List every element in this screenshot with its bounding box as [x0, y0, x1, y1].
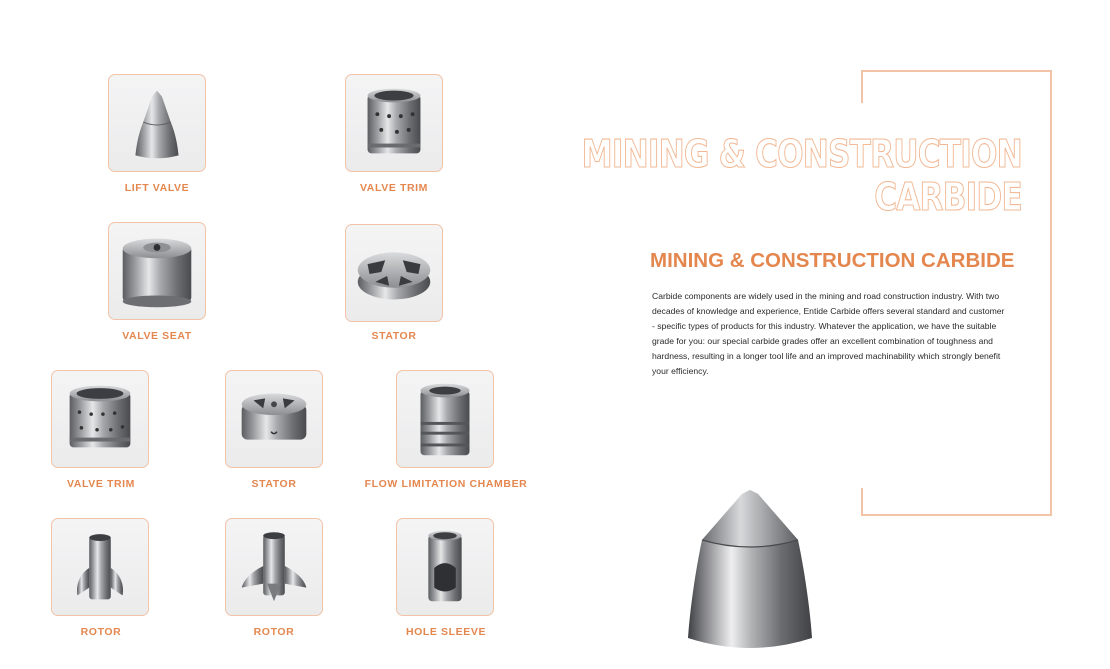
- page-title: MINING & CONSTRUCTION CARBIDE: [650, 249, 1015, 272]
- product-card-rotor: [51, 518, 149, 616]
- product-card-lift-valve: [108, 74, 206, 172]
- flow-limitation-chamber-icon: [397, 371, 493, 467]
- valve-trim-icon: [346, 75, 442, 171]
- valve-seat-icon: [109, 223, 205, 319]
- decorative-frame-bottom: [861, 488, 1052, 516]
- outline-heading-line1: MINING & CONSTRUCTION: [581, 132, 1022, 176]
- decorative-frame-right: [1050, 70, 1052, 516]
- product-label: LIFT VALVE: [124, 182, 190, 194]
- product-label: STATOR: [371, 330, 417, 342]
- product-card-rotor-2: [225, 518, 323, 616]
- product-card-valve-trim-2: [51, 370, 149, 468]
- stator-icon: [226, 371, 322, 467]
- rotor-icon: [52, 519, 148, 615]
- rotor-icon: [226, 519, 322, 615]
- description-text: Carbide components are widely used in the mining and road construction industry. With two decades of knowledge and experience, Entide Carbide offers several standard and customer - specific types of products for this industry. Whatever the application, we have the suitable grade for you: our special carbide grades offer an excellent combination of toughness and hardness, resulting in a longer tool life and an improved machinability which strongly benefit your efficiency.: [652, 291, 1005, 376]
- outline-heading-line2: CARBIDE: [874, 175, 1022, 219]
- valve-trim-icon: [52, 371, 148, 467]
- product-card-hole-sleeve: [396, 518, 494, 616]
- hole-sleeve-icon: [397, 519, 493, 615]
- product-card-stator: [345, 224, 443, 322]
- product-label: VALVE TRIM: [66, 478, 136, 490]
- product-card-valve-seat: [108, 222, 206, 320]
- lift-valve-hero-image: [680, 488, 820, 653]
- product-label: ROTOR: [80, 626, 122, 638]
- product-label: ROTOR: [253, 626, 295, 638]
- product-card-flow-limitation-chamber: [396, 370, 494, 468]
- decorative-frame-top: [861, 70, 1052, 103]
- product-label: STATOR: [251, 478, 297, 490]
- product-label: VALVE TRIM: [359, 182, 429, 194]
- product-card-valve-trim: [345, 74, 443, 172]
- lift-valve-icon: [109, 75, 205, 171]
- product-label: FLOW LIMITATION CHAMBER: [364, 478, 528, 490]
- stator-icon: [346, 225, 442, 321]
- product-label: VALVE SEAT: [122, 330, 192, 342]
- product-card-stator-2: [225, 370, 323, 468]
- product-label: HOLE SLEEVE: [405, 626, 487, 638]
- outline-heading: [582, 133, 1022, 219]
